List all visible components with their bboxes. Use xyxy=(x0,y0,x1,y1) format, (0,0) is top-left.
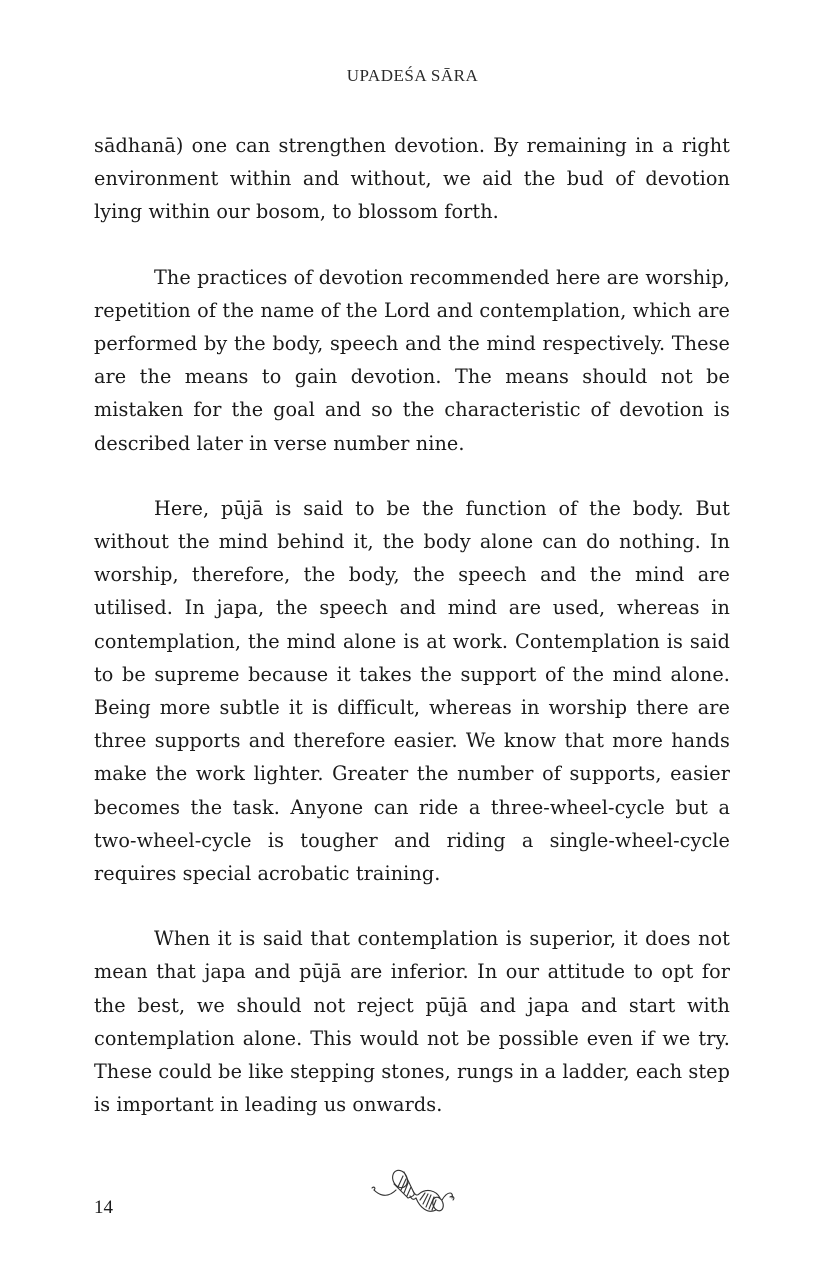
body-text xyxy=(94,129,730,1153)
running-head: UPADEŚA SĀRA xyxy=(346,66,479,85)
page-number: 14 xyxy=(94,1197,113,1218)
damaru-drum-icon xyxy=(370,1160,456,1222)
paragraph-3: Here, pūjā is said to be the function of the body. But without the mind behind it, the body alone can do nothing. In worship, therefore, the body, the speech and the mind are utilised. In japa, the speech and mind are used, whereas in contemplation, the mind alone is at work. Contemplation is said to be supreme because it takes the support of the mind alone. Being more subtle it is difficult, whereas in worship there are three supports and therefore easier. We know that more hands make the work lighter. Greater the number of supports, easier becomes the task. Anyone can ride a three-wheel-cycle but a two-wheel-cycle is tougher and riding a single-wheel-cycle requires special acrobatic training. xyxy=(94,496,730,886)
paragraph-1: sādhanā) one can strengthen devotion. By remaining in a right environment within and without, we aid the bud of devotion lying within our bosom, to blossom forth. xyxy=(94,134,730,224)
paragraph-4: When it is said that contemplation is superior, it does not mean that japa and pūjā are inferior. In our attitude to opt for the best, we should not reject pūjā and japa and start with contemplation alone. This would not be possible even if we try. These could be like stepping stones, rungs in a ladder, each step is important in leading us onwards. xyxy=(94,927,730,1117)
paragraph-2: The practices of devotion recommended here are worship, repetition of the name of the Lord and contemplation, which are performed by the body, speech and the mind respectively. These are the means to gain devotion. The means should not be mistaken for the goal and so the characteristic of devotion is described later in verse number nine. xyxy=(94,265,730,455)
